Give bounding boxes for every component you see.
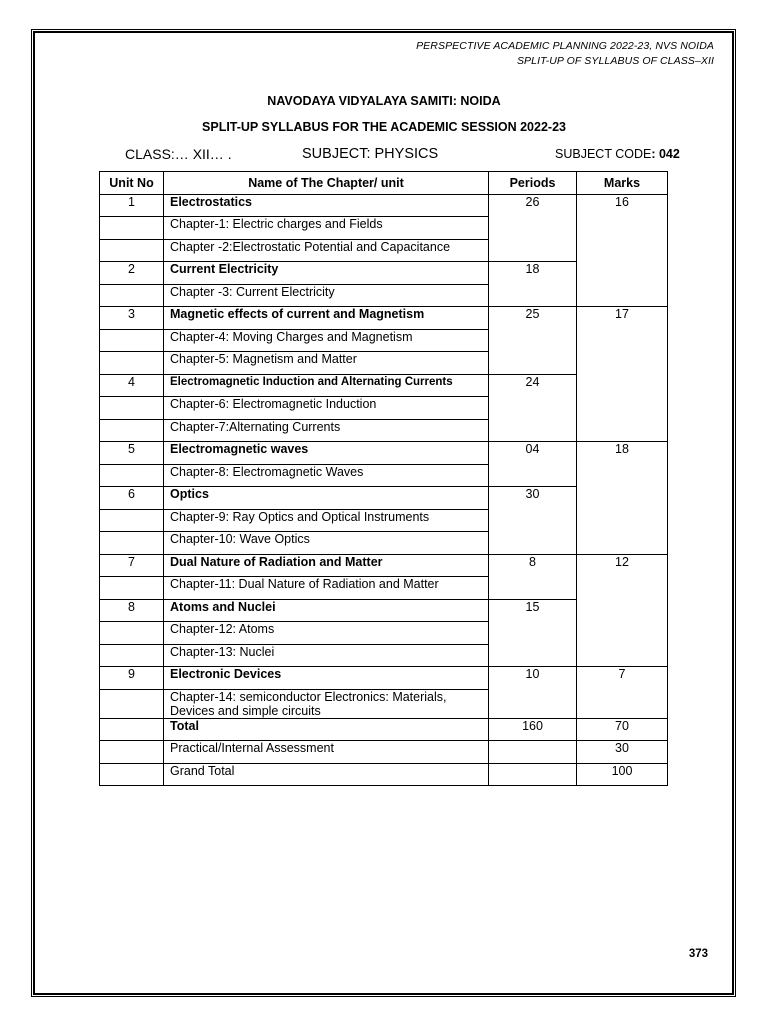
unit-name: Electrostatics — [164, 194, 489, 217]
empty-cell — [100, 763, 164, 786]
unit-name: Magnetic effects of current and Magnetism — [164, 307, 489, 330]
chapter-name: Chapter-1: Electric charges and Fields — [164, 217, 489, 240]
chapter-name: Chapter-10: Wave Optics — [164, 532, 489, 555]
unit-periods: 8 — [489, 554, 577, 599]
empty-cell — [100, 352, 164, 375]
unit-number: 8 — [100, 599, 164, 622]
chapter-name: Chapter-12: Atoms — [164, 622, 489, 645]
unit-name: Electromagnetic waves — [164, 442, 489, 465]
chapter-name: Chapter-7:Alternating Currents — [164, 419, 489, 442]
empty-cell — [100, 741, 164, 764]
group-marks: 16 — [577, 194, 668, 307]
unit-periods: 26 — [489, 194, 577, 262]
empty-cell — [100, 577, 164, 600]
unit-periods: 24 — [489, 374, 577, 442]
table-row — [100, 194, 668, 217]
class-label: CLASS:… XII… . — [125, 146, 232, 162]
header-marks: Marks — [577, 172, 668, 195]
header-line-2: SPLIT-UP OF SYLLABUS OF CLASS–XII — [516, 55, 714, 67]
total-marks: 70 — [577, 718, 668, 741]
header-periods: Periods — [489, 172, 577, 195]
empty-cell — [100, 532, 164, 555]
chapter-name: Chapter-4: Moving Charges and Magnetism — [164, 329, 489, 352]
subject-code-value: : 042 — [651, 147, 680, 161]
unit-number: 5 — [100, 442, 164, 465]
unit-marks: 7 — [577, 667, 668, 719]
header-chapter-name: Name of The Chapter/ unit — [164, 172, 489, 195]
chapter-name: Chapter-13: Nuclei — [164, 644, 489, 667]
subject-label: SUBJECT: PHYSICS — [302, 146, 439, 162]
org-title: NAVODAYA VIDYALAYA SAMITI: NOIDA — [267, 94, 501, 108]
grand-total-marks: 100 — [577, 763, 668, 786]
empty-cell — [489, 741, 577, 764]
table-row — [100, 442, 668, 465]
subject-code-label: SUBJECT CODE — [555, 147, 652, 161]
table-row — [100, 667, 668, 690]
grand-total-label: Grand Total — [164, 763, 489, 786]
chapter-name: Chapter -3: Current Electricity — [164, 284, 489, 307]
empty-cell — [100, 284, 164, 307]
group-marks: 18 — [577, 442, 668, 555]
empty-cell — [100, 689, 164, 718]
empty-cell — [100, 644, 164, 667]
header-unit-no: Unit No — [100, 172, 164, 195]
empty-cell — [100, 239, 164, 262]
practical-marks: 30 — [577, 741, 668, 764]
empty-cell — [100, 419, 164, 442]
empty-cell — [489, 763, 577, 786]
table-row — [100, 307, 668, 330]
unit-periods: 18 — [489, 262, 577, 307]
chapter-name: Chapter -2:Electrostatic Potential and Capacitance — [164, 239, 489, 262]
unit-name: Dual Nature of Radiation and Matter — [164, 554, 489, 577]
table-header-row — [100, 172, 668, 195]
total-label: Total — [164, 718, 489, 741]
empty-cell — [100, 464, 164, 487]
unit-periods: 15 — [489, 599, 577, 667]
unit-number: 2 — [100, 262, 164, 285]
empty-cell — [100, 217, 164, 240]
practical-label: Practical/Internal Assessment — [164, 741, 489, 764]
chapter-name: Chapter-8: Electromagnetic Waves — [164, 464, 489, 487]
unit-number: 4 — [100, 374, 164, 397]
unit-name: Atoms and Nuclei — [164, 599, 489, 622]
table-row — [100, 554, 668, 577]
group-marks: 12 — [577, 554, 668, 667]
empty-cell — [100, 718, 164, 741]
unit-number: 7 — [100, 554, 164, 577]
syllabus-table — [99, 171, 668, 786]
unit-periods: 30 — [489, 487, 577, 555]
empty-cell — [100, 329, 164, 352]
practical-row — [100, 741, 668, 764]
grand-total-row — [100, 763, 668, 786]
unit-name: Electromagnetic Induction and Alternating Currents — [164, 374, 489, 397]
unit-name: Electronic Devices — [164, 667, 489, 690]
total-periods: 160 — [489, 718, 577, 741]
unit-periods: 25 — [489, 307, 577, 375]
unit-number: 1 — [100, 194, 164, 217]
chapter-name: Chapter-11: Dual Nature of Radiation and Matter — [164, 577, 489, 600]
page-number: 373 — [688, 948, 708, 960]
unit-periods: 10 — [489, 667, 577, 719]
unit-name: Optics — [164, 487, 489, 510]
chapter-name: Chapter-6: Electromagnetic Induction — [164, 397, 489, 420]
total-row — [100, 718, 668, 741]
chapter-name: Chapter-5: Magnetism and Matter — [164, 352, 489, 375]
unit-number: 9 — [100, 667, 164, 690]
doc-title: SPLIT-UP SYLLABUS FOR THE ACADEMIC SESSION 2022-23 — [202, 120, 566, 134]
empty-cell — [100, 509, 164, 532]
header-line-1: PERSPECTIVE ACADEMIC PLANNING 2022-23, NVS NOIDA — [416, 40, 714, 52]
subject-code — [555, 147, 680, 161]
empty-cell — [100, 622, 164, 645]
group-marks: 17 — [577, 307, 668, 442]
unit-periods: 04 — [489, 442, 577, 487]
unit-name: Current Electricity — [164, 262, 489, 285]
chapter-name: Chapter-14: semiconductor Electronics: Materials, Devices and simple circuits — [164, 689, 489, 718]
chapter-name: Chapter-9: Ray Optics and Optical Instruments — [164, 509, 489, 532]
unit-number: 3 — [100, 307, 164, 330]
unit-number: 6 — [100, 487, 164, 510]
empty-cell — [100, 397, 164, 420]
